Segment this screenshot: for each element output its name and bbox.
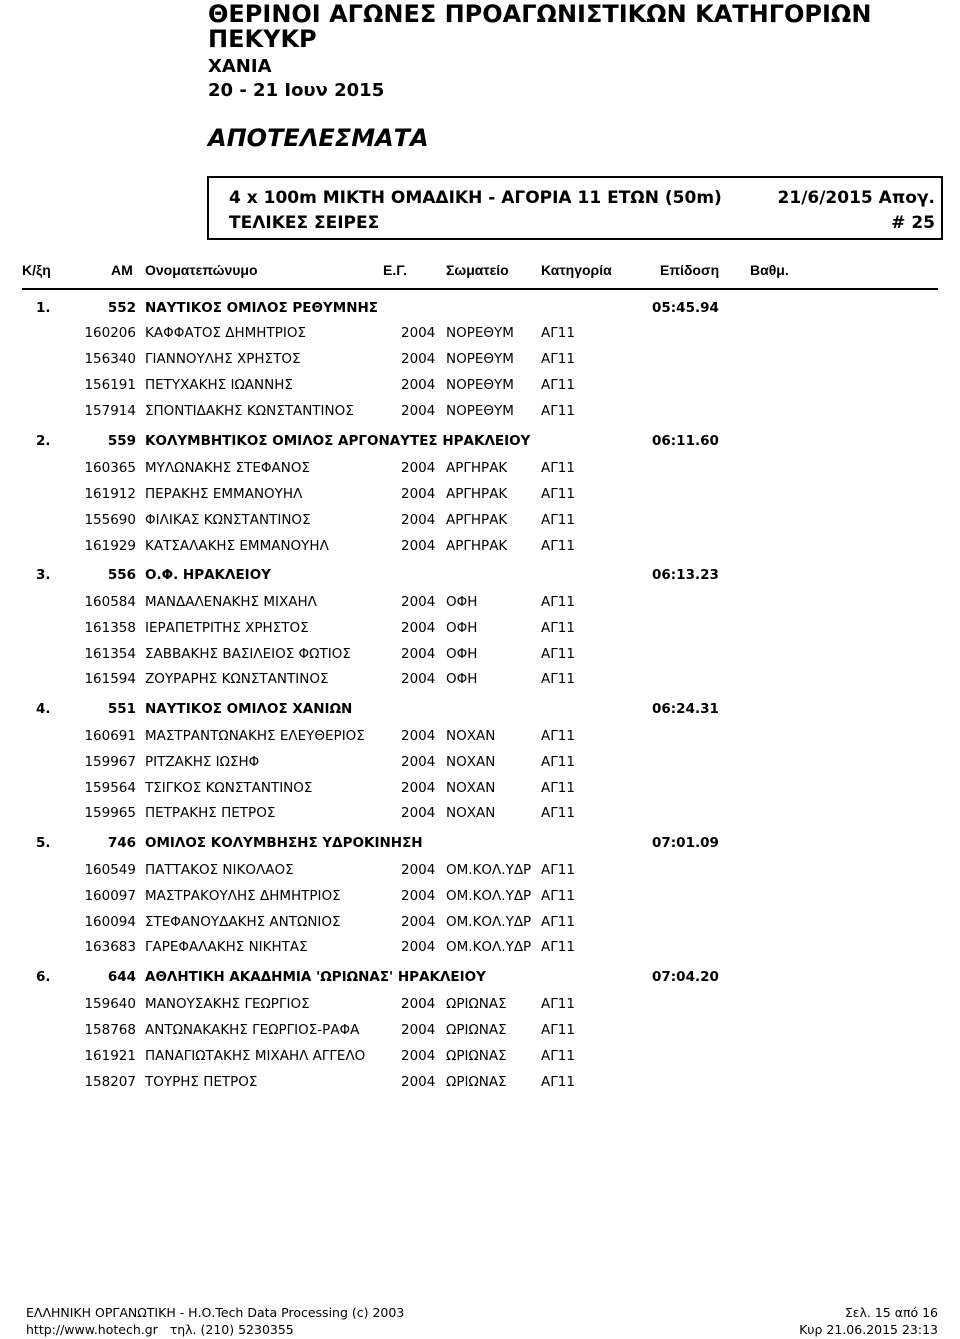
- swimmer-name: ΜΑΣΤΡΑΚΟΥΛΗΣ ΔΗΜΗΤΡΙΟΣ: [145, 888, 341, 904]
- swimmer-category: ΑΓ11: [541, 486, 575, 502]
- swimmer-name: ΠΑΝΑΓΙΩΤΑΚΗΣ ΜΙΧΑΗΛ ΑΓΓΕΛΟ: [145, 1048, 366, 1064]
- swimmer-club: ΝΟΧΑΝ: [446, 728, 496, 744]
- team-name: ΑΘΛΗΤΙΚΗ ΑΚΑΔΗΜΙΑ 'ΩΡΙΩΝΑΣ' ΗΡΑΚΛΕΙΟΥ: [145, 969, 486, 985]
- swimmer-club: ΝΟΧΑΝ: [446, 805, 496, 821]
- col-time: Επίδοση: [660, 262, 720, 278]
- col-yob: Ε.Γ.: [383, 262, 407, 278]
- swimmer-club: ΝΟΡΕΘΥΜ: [446, 325, 514, 341]
- swimmer-yob: 2004: [401, 325, 436, 341]
- swimmer-name: ΤΟΥΡΗΣ ΠΕΤΡΟΣ: [145, 1074, 258, 1090]
- swimmer-row: [0, 512, 960, 530]
- swimmer-name: ΠΕΤΡΑΚΗΣ ΠΕΤΡΟΣ: [145, 805, 276, 821]
- swimmer-am: 163683: [84, 939, 136, 955]
- swimmer-row: [0, 805, 960, 823]
- swimmer-category: ΑΓ11: [541, 646, 575, 662]
- swimmer-category: ΑΓ11: [541, 403, 575, 419]
- swimmer-yob: 2004: [401, 888, 436, 904]
- swimmer-club: ΝΟΧΑΝ: [446, 754, 496, 770]
- team-am: 556: [107, 567, 136, 583]
- team-am: 551: [107, 701, 136, 717]
- swimmer-category: ΑΓ11: [541, 754, 575, 770]
- swimmer-row: [0, 460, 960, 478]
- team-row: [0, 969, 960, 987]
- swimmer-row: [0, 351, 960, 369]
- swimmer-yob: 2004: [401, 1048, 436, 1064]
- swimmer-category: ΑΓ11: [541, 620, 575, 636]
- swimmer-row: [0, 594, 960, 612]
- swimmer-category: ΑΓ11: [541, 996, 575, 1012]
- swimmer-yob: 2004: [401, 351, 436, 367]
- swimmer-club: ΑΡΓΗΡΑΚ: [446, 460, 508, 476]
- swimmer-row: [0, 888, 960, 906]
- team-row: [0, 433, 960, 451]
- swimmer-am: 161929: [84, 538, 136, 554]
- swimmer-yob: 2004: [401, 377, 436, 393]
- swimmer-category: ΑΓ11: [541, 538, 575, 554]
- team-row: [0, 835, 960, 853]
- col-club: Σωματείο: [446, 262, 509, 278]
- swimmer-name: ΤΣΙΓΚΟΣ ΚΩΝΣΤΑΝΤΙΝΟΣ: [145, 780, 313, 796]
- swimmer-am: 160206: [84, 325, 136, 341]
- swimmer-name: ΣΤΕΦΑΝΟΥΔΑΚΗΣ ΑΝΤΩΝΙΟΣ: [145, 914, 341, 930]
- event-round: ΤΕΛΙΚΕΣ ΣΕΙΡΕΣ: [229, 213, 380, 233]
- swimmer-row: [0, 780, 960, 798]
- swimmer-am: 160584: [84, 594, 136, 610]
- swimmer-am: 156340: [84, 351, 136, 367]
- swimmer-club: ΟΜ.ΚΟΛ.ΥΔΡ: [446, 862, 532, 878]
- col-rank: Κ/ξη: [22, 262, 51, 278]
- team-name: ΚΟΛΥΜΒΗΤΙΚΟΣ ΟΜΙΛΟΣ ΑΡΓΟΝΑΥΤΕΣ ΗΡΑΚΛΕΙΟΥ: [145, 433, 531, 449]
- team-time: 06:11.60: [652, 433, 719, 449]
- swimmer-club: ΩΡΙΩΝΑΣ: [446, 1022, 507, 1038]
- swimmer-category: ΑΓ11: [541, 1022, 575, 1038]
- swimmer-am: 159564: [84, 780, 136, 796]
- swimmer-yob: 2004: [401, 939, 436, 955]
- swimmer-yob: 2004: [401, 512, 436, 528]
- swimmer-am: 161921: [84, 1048, 136, 1064]
- swimmer-name: ΙΕΡΑΠΕΤΡΙΤΗΣ ΧΡΗΣΤΟΣ: [145, 620, 309, 636]
- swimmer-yob: 2004: [401, 996, 436, 1012]
- team-name: ΝΑΥΤΙΚΟΣ ΟΜΙΛΟΣ ΡΕΘΥΜΝΗΣ: [145, 300, 379, 316]
- swimmer-am: 159967: [84, 754, 136, 770]
- swimmer-club: ΑΡΓΗΡΑΚ: [446, 486, 508, 502]
- team-rank: 2.: [36, 433, 51, 449]
- swimmer-club: ΟΜ.ΚΟΛ.ΥΔΡ: [446, 888, 532, 904]
- event-box: [207, 176, 943, 240]
- swimmer-row: [0, 325, 960, 343]
- team-row: [0, 300, 960, 318]
- team-am: 559: [107, 433, 136, 449]
- swimmer-am: 158207: [84, 1074, 136, 1090]
- swimmer-am: 161912: [84, 486, 136, 502]
- swimmer-category: ΑΓ11: [541, 671, 575, 687]
- swimmer-name: ΠΕΡΑΚΗΣ ΕΜΜΑΝΟΥΗΛ: [145, 486, 303, 502]
- swimmer-club: ΟΜ.ΚΟΛ.ΥΔΡ: [446, 939, 532, 955]
- team-time: 07:04.20: [652, 969, 719, 985]
- swimmer-row: [0, 1074, 960, 1092]
- swimmer-yob: 2004: [401, 671, 436, 687]
- meet-title: ΘΕΡΙΝΟΙ ΑΓΩΝΕΣ ΠΡΟΑΓΩΝΙΣΤΙΚΩΝ ΚΑΤΗΓΟΡΙΩΝ: [208, 0, 872, 28]
- swimmer-club: ΝΟΡΕΘΥΜ: [446, 403, 514, 419]
- swimmer-yob: 2004: [401, 460, 436, 476]
- footer-printed: Κυρ 21.06.2015 23:13: [799, 1322, 938, 1337]
- swimmer-am: 159640: [84, 996, 136, 1012]
- swimmer-name: ΦΙΛΙΚΑΣ ΚΩΝΣΤΑΝΤΙΝΟΣ: [145, 512, 311, 528]
- results-heading: ΑΠΟΤΕΛΕΣΜΑΤΑ: [208, 124, 429, 152]
- swimmer-yob: 2004: [401, 728, 436, 744]
- swimmer-row: [0, 914, 960, 932]
- swimmer-yob: 2004: [401, 646, 436, 662]
- footer-org: ΕΛΛΗΝΙΚΗ ΟΡΓΑΝΩΤΙΚΗ - Η.Ο.Tech Data Processing (c) 2003: [26, 1305, 405, 1320]
- swimmer-am: 161354: [84, 646, 136, 662]
- swimmer-name: ΚΑΦΦΑΤΟΣ ΔΗΜΗΤΡΙΟΣ: [145, 325, 306, 341]
- swimmer-row: [0, 728, 960, 746]
- swimmer-am: 160365: [84, 460, 136, 476]
- col-category: Κατηγορία: [541, 262, 612, 278]
- team-row: [0, 567, 960, 585]
- swimmer-category: ΑΓ11: [541, 862, 575, 878]
- swimmer-name: ΣΠΟΝΤΙΔΑΚΗΣ ΚΩΝΣΤΑΝΤΙΝΟΣ: [145, 403, 354, 419]
- meet-dates: 20 - 21 Ιουν 2015: [208, 80, 385, 101]
- swimmer-yob: 2004: [401, 403, 436, 419]
- swimmer-category: ΑΓ11: [541, 1048, 575, 1064]
- footer-contact: http://www.hotech.gr τηλ. (210) 5230355: [26, 1322, 294, 1337]
- swimmer-row: [0, 862, 960, 880]
- swimmer-club: ΟΜ.ΚΟΛ.ΥΔΡ: [446, 914, 532, 930]
- swimmer-name: ΜΑΝΔΑΛΕΝΑΚΗΣ ΜΙΧΑΗΛ: [145, 594, 317, 610]
- swimmer-club: ΩΡΙΩΝΑΣ: [446, 1074, 507, 1090]
- swimmer-yob: 2004: [401, 1022, 436, 1038]
- swimmer-am: 160097: [84, 888, 136, 904]
- swimmer-yob: 2004: [401, 538, 436, 554]
- swimmer-yob: 2004: [401, 486, 436, 502]
- meet-location: ΧΑΝΙΑ: [208, 56, 272, 77]
- swimmer-category: ΑΓ11: [541, 780, 575, 796]
- swimmer-row: [0, 377, 960, 395]
- swimmer-category: ΑΓ11: [541, 351, 575, 367]
- team-time: 06:24.31: [652, 701, 719, 717]
- header-divider: [22, 288, 938, 290]
- swimmer-am: 160549: [84, 862, 136, 878]
- swimmer-row: [0, 754, 960, 772]
- swimmer-category: ΑΓ11: [541, 888, 575, 904]
- swimmer-name: ΓΙΑΝΝΟΥΛΗΣ ΧΡΗΣΤΟΣ: [145, 351, 301, 367]
- swimmer-name: ΓΑΡΕΦΑΛΑΚΗΣ ΝΙΚΗΤΑΣ: [145, 939, 308, 955]
- swimmer-row: [0, 538, 960, 556]
- swimmer-yob: 2004: [401, 1074, 436, 1090]
- swimmer-yob: 2004: [401, 594, 436, 610]
- team-time: 07:01.09: [652, 835, 719, 851]
- swimmer-name: ΚΑΤΣΑΛΑΚΗΣ ΕΜΜΑΝΟΥΗΛ: [145, 538, 329, 554]
- team-name: ΝΑΥΤΙΚΟΣ ΟΜΙΛΟΣ ΧΑΝΙΩΝ: [145, 701, 353, 717]
- team-time: 06:13.23: [652, 567, 719, 583]
- swimmer-yob: 2004: [401, 620, 436, 636]
- swimmer-club: ΝΟΧΑΝ: [446, 780, 496, 796]
- swimmer-category: ΑΓ11: [541, 939, 575, 955]
- swimmer-am: 157914: [84, 403, 136, 419]
- swimmer-club: ΟΦΗ: [446, 646, 478, 662]
- swimmer-am: 155690: [84, 512, 136, 528]
- footer-page: Σελ. 15 από 16: [844, 1305, 938, 1320]
- team-am: 746: [107, 835, 136, 851]
- team-rank: 6.: [36, 969, 51, 985]
- swimmer-category: ΑΓ11: [541, 460, 575, 476]
- team-am: 552: [107, 300, 136, 316]
- swimmer-yob: 2004: [401, 805, 436, 821]
- team-name: Ο.Φ. ΗΡΑΚΛΕΙΟΥ: [145, 567, 271, 583]
- swimmer-category: ΑΓ11: [541, 512, 575, 528]
- swimmer-yob: 2004: [401, 862, 436, 878]
- swimmer-name: ΠΕΤΥΧΑΚΗΣ ΙΩΑΝΝΗΣ: [145, 377, 293, 393]
- event-number: # 25: [891, 213, 935, 233]
- team-name: ΟΜΙΛΟΣ ΚΟΛΥΜΒΗΣΗΣ ΥΔΡΟΚΙΝΗΣΗ: [145, 835, 423, 851]
- swimmer-am: 156191: [84, 377, 136, 393]
- swimmer-club: ΝΟΡΕΘΥΜ: [446, 351, 514, 367]
- team-rank: 5.: [36, 835, 51, 851]
- organizer: ΠΕΚΥΚΡ: [208, 25, 317, 53]
- team-am: 644: [107, 969, 136, 985]
- swimmer-club: ΩΡΙΩΝΑΣ: [446, 1048, 507, 1064]
- swimmer-club: ΟΦΗ: [446, 620, 478, 636]
- swimmer-category: ΑΓ11: [541, 805, 575, 821]
- swimmer-name: ΜΥΛΩΝΑΚΗΣ ΣΤΕΦΑΝΟΣ: [145, 460, 311, 476]
- swimmer-row: [0, 1022, 960, 1040]
- swimmer-name: ΖΟΥΡΑΡΗΣ ΚΩΝΣΤΑΝΤΙΝΟΣ: [145, 671, 329, 687]
- swimmer-club: ΟΦΗ: [446, 671, 478, 687]
- swimmer-row: [0, 1048, 960, 1066]
- swimmer-club: ΝΟΡΕΘΥΜ: [446, 377, 514, 393]
- swimmer-row: [0, 939, 960, 957]
- team-time: 05:45.94: [652, 300, 719, 316]
- swimmer-name: ΑΝΤΩΝΑΚΑΚΗΣ ΓΕΩΡΓΙΟΣ-ΡΑΦΑ: [145, 1022, 360, 1038]
- swimmer-name: ΣΑΒΒΑΚΗΣ ΒΑΣΙΛΕΙΟΣ ΦΩΤΙΟΣ: [145, 646, 351, 662]
- swimmer-am: 161358: [84, 620, 136, 636]
- swimmer-name: ΠΑΤΤΑΚΟΣ ΝΙΚΟΛΑΟΣ: [145, 862, 294, 878]
- swimmer-category: ΑΓ11: [541, 325, 575, 341]
- swimmer-row: [0, 403, 960, 421]
- swimmer-club: ΑΡΓΗΡΑΚ: [446, 512, 508, 528]
- team-rank: 1.: [36, 300, 51, 316]
- col-name: Ονοματεπώνυμο: [145, 262, 258, 278]
- team-rank: 3.: [36, 567, 51, 583]
- swimmer-club: ΩΡΙΩΝΑΣ: [446, 996, 507, 1012]
- swimmer-category: ΑΓ11: [541, 1074, 575, 1090]
- swimmer-yob: 2004: [401, 780, 436, 796]
- swimmer-name: ΜΑΣΤΡΑΝΤΩΝΑΚΗΣ ΕΛΕΥΘΕΡΙΟΣ: [145, 728, 365, 744]
- swimmer-yob: 2004: [401, 914, 436, 930]
- swimmer-name: ΡΙΤΖΑΚΗΣ ΙΩΣΗΦ: [145, 754, 260, 770]
- swimmer-category: ΑΓ11: [541, 728, 575, 744]
- swimmer-row: [0, 671, 960, 689]
- swimmer-am: 160691: [84, 728, 136, 744]
- col-am: ΑΜ: [111, 262, 133, 278]
- swimmer-am: 161594: [84, 671, 136, 687]
- swimmer-am: 160094: [84, 914, 136, 930]
- team-rank: 4.: [36, 701, 51, 717]
- team-row: [0, 701, 960, 719]
- swimmer-row: [0, 620, 960, 638]
- swimmer-row: [0, 486, 960, 504]
- event-date: 21/6/2015 Απογ.: [777, 188, 935, 208]
- col-points: Βαθμ.: [750, 262, 789, 278]
- swimmer-yob: 2004: [401, 754, 436, 770]
- swimmer-category: ΑΓ11: [541, 377, 575, 393]
- swimmer-category: ΑΓ11: [541, 914, 575, 930]
- swimmer-name: ΜΑΝΟΥΣΑΚΗΣ ΓΕΩΡΓΙΟΣ: [145, 996, 310, 1012]
- swimmer-club: ΑΡΓΗΡΑΚ: [446, 538, 508, 554]
- swimmer-category: ΑΓ11: [541, 594, 575, 610]
- swimmer-am: 158768: [84, 1022, 136, 1038]
- swimmer-row: [0, 646, 960, 664]
- event-title: 4 x 100m ΜΙΚΤΗ ΟΜΑΔΙΚΗ - ΑΓΟΡΙΑ 11 ΕΤΩΝ (50m): [229, 188, 722, 208]
- swimmer-club: ΟΦΗ: [446, 594, 478, 610]
- swimmer-row: [0, 996, 960, 1014]
- swimmer-am: 159965: [84, 805, 136, 821]
